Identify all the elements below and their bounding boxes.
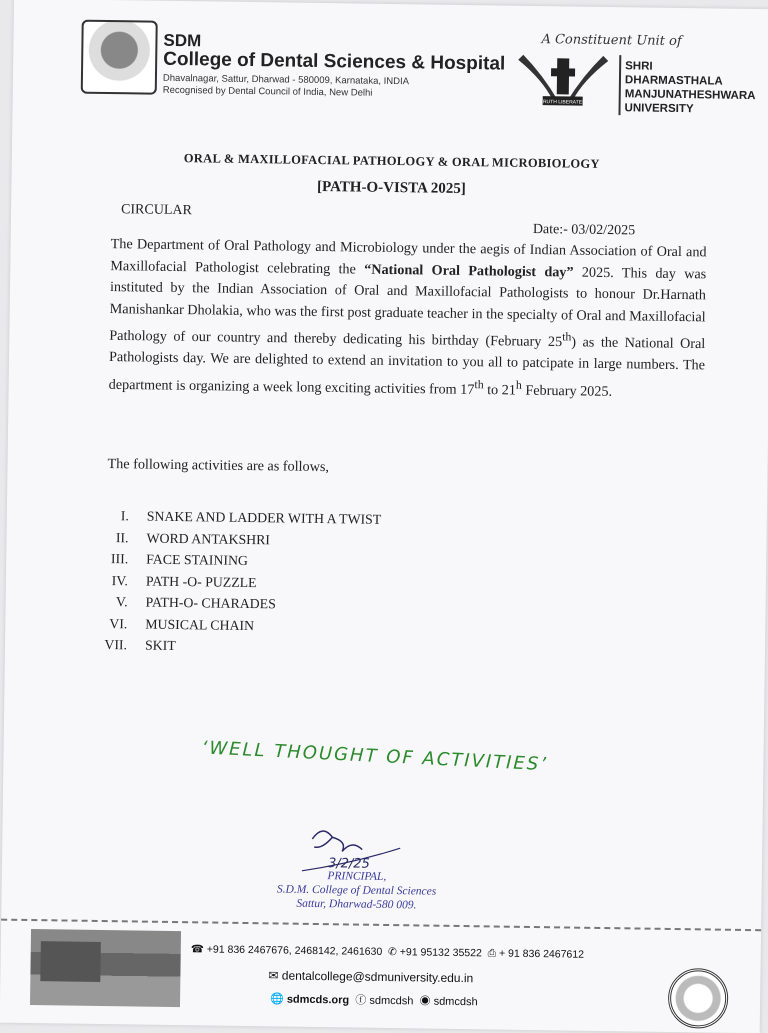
univ-line-2: DHARMASTHALA: [625, 73, 756, 89]
fax-number: + 91 836 2467612: [499, 948, 584, 961]
body-text-4: to 21: [483, 382, 516, 398]
web-icon: 🌐: [270, 993, 284, 1005]
phone-icon: ☎: [191, 943, 204, 955]
principal-line-1: S.D.M. College of Dental Sciences: [242, 882, 472, 899]
body-sup-2: th: [474, 377, 483, 391]
college-name: College of Dental Sciences & Hospital: [163, 49, 505, 76]
body-sup-1: th: [562, 329, 571, 343]
phone-numbers: +91 836 2467676, 2468142, 2461630: [207, 943, 383, 957]
event-title: [PATH-O-VISTA 2025]: [11, 175, 768, 203]
facebook-handle: sdmcdsh: [369, 995, 413, 1008]
website-text: sdmcds.org: [287, 994, 350, 1007]
fax-icon: ⎙: [488, 947, 497, 959]
activities-list: [97, 508, 99, 658]
body-sup-3: h: [516, 377, 522, 391]
social-icon: ◉: [419, 995, 430, 1007]
mobile-icon: ✆: [388, 946, 397, 958]
principal-line-2: Sattur, Dharwad-580 009.: [241, 896, 471, 913]
email-text: dentalcollege@sdmuniversity.edu.in: [282, 969, 474, 986]
recognition-text: Recognised by Dental Council of India, New Delhi: [163, 85, 373, 99]
mail-icon: ✉: [268, 968, 278, 982]
footer-social: [270, 990, 478, 1009]
circular-label: CIRCULAR: [121, 202, 192, 219]
handwritten-note: ‘WELL THOUGHT OF ACTIVITIES’: [201, 737, 548, 775]
university-logo: [513, 50, 614, 107]
body-text-2: 2025. This day was instituted by the Indian Association of Oral and Maxillofacial Pathologists to honour Dr.Harnath Manishankar Dholakia, who was the first post graduate teacher in the specialty of Oral and Maxillofacial Pathology of our country and thereby dedicating his birthday (February 25: [109, 264, 706, 350]
body-text-1: The Department of Oral Pathology and Microbiology under the aegis of Indian Association of Oral and Maxillofacial Pathologist celebrating the: [110, 236, 706, 277]
body-text-5: February 2025.: [522, 382, 612, 399]
header-divider: [618, 55, 621, 115]
body-text-3: ) as the National Oral Pathologists day. We are delighted to extend an invitation to you all to patcipate in large numbers. The department is organizing a week long exciting activities from 17: [109, 334, 706, 397]
activities-intro: The following activities are as follows,: [107, 456, 329, 476]
univ-line-4: UNIVERSITY: [624, 101, 755, 117]
principal-stamp: [241, 868, 472, 913]
univ-line-3: MANJUNATHESHWARA: [625, 87, 756, 103]
college-logo: [81, 20, 158, 95]
body-bold-day: “National Oral Pathologist day”: [364, 261, 574, 280]
univ-logo-text: TRUTH LIBERATES: [540, 99, 586, 106]
principal-title: PRINCIPAL,: [242, 868, 472, 885]
department-heading: ORAL & MAXILLOFACIAL PATHOLOGY & ORAL MICROBIOLOGY: [12, 149, 768, 175]
signature-date: 3/2/25: [328, 856, 370, 872]
accreditation-seal: [668, 968, 729, 1029]
college-building-photo: [30, 929, 181, 1007]
social-handle: sdmcdsh: [434, 996, 478, 1009]
university-name: [624, 59, 756, 117]
sdm-title: SDM: [163, 31, 201, 52]
footer-phones: [191, 943, 584, 961]
univ-line-1: SHRI: [625, 59, 756, 75]
circular-body: [108, 234, 706, 404]
footer-email: [268, 968, 473, 985]
facebook-icon: ⓕ: [355, 995, 366, 1007]
mobile-number: +91 95132 35522: [400, 946, 482, 959]
circular-date: Date:- 03/02/2025: [533, 222, 635, 239]
constituent-text: A Constituent Unit of: [541, 32, 681, 49]
college-address: Dhavalnagar, Sattur, Dharwad - 580009, Karnataka, INDIA: [163, 73, 409, 87]
